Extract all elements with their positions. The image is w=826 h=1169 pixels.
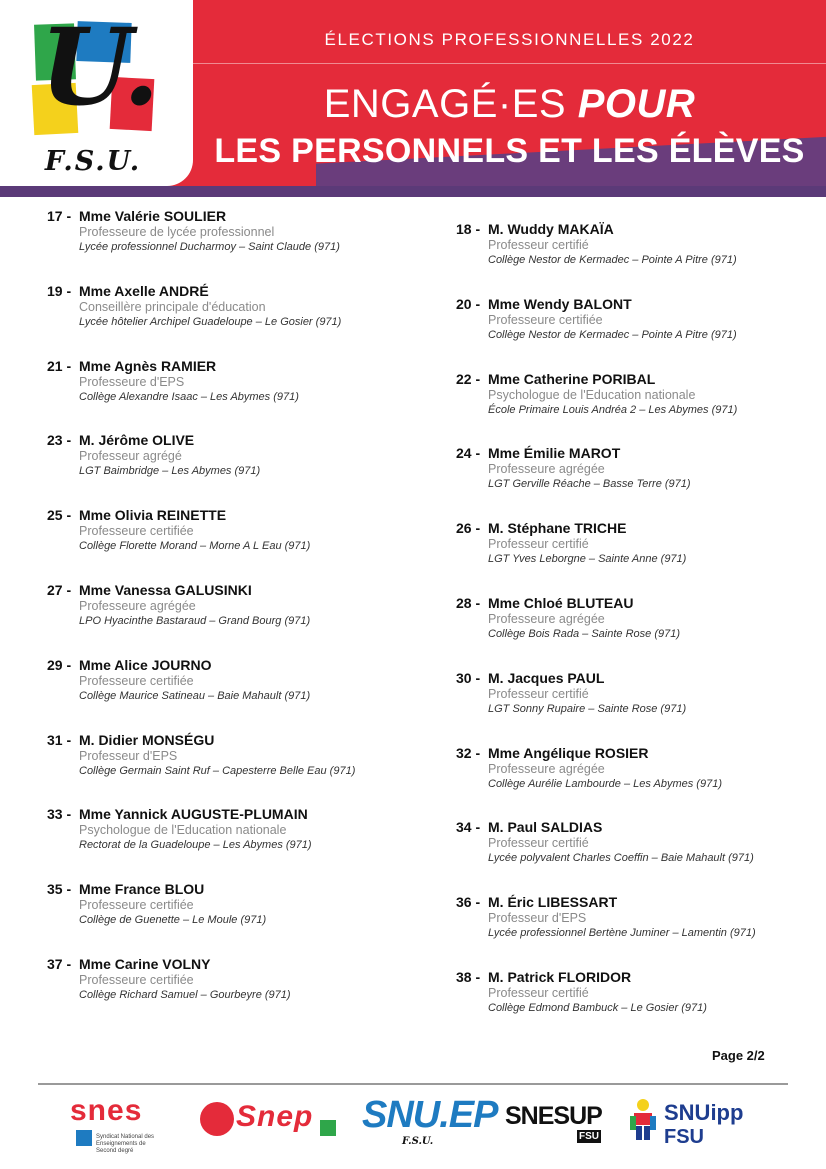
candidate-role: Professeure certifiée: [488, 312, 603, 327]
candidate-name: M. Wuddy MAKAÏA: [488, 221, 614, 237]
candidate-number: 18 -: [456, 221, 481, 237]
candidate-number: 25 -: [47, 507, 72, 524]
page-header: [0, 0, 826, 197]
candidate-role: Professeure agrégée: [488, 761, 605, 776]
candidate-role: Psychologue de l'Education nationale: [79, 823, 287, 838]
candidate-school: Collège de Guenette – Le Moule (971): [79, 914, 267, 927]
candidate-name: M. Paul SALDIAS: [488, 819, 603, 836]
candidate-school: Collège Alexandre Isaac – Les Abymes (971): [79, 390, 299, 403]
candidate-name: Mme Agnès RAMIER: [79, 357, 217, 374]
tagline-line-2: LES PERSONNELS ET LES ÉLÈVES: [214, 132, 805, 170]
candidate-role: Professeur d'EPS: [488, 911, 587, 926]
candidate-school: LGT Baimbridge – Les Abymes (971): [79, 465, 261, 478]
candidate-name: M. Jérôme OLIVE: [79, 432, 195, 449]
candidate-role: Professeur certifié: [488, 836, 589, 851]
header-strip: [0, 186, 826, 197]
candidate-school: Collège Richard Samuel – Gourbeyre (971): [79, 989, 291, 1001]
logo-subtitle: F.S.U.: [44, 146, 142, 177]
candidate-role: Professeure de lycée professionnel: [79, 225, 275, 239]
snep-wordmark: Snep: [236, 1100, 314, 1133]
candidate-number: 31 -: [47, 731, 72, 748]
candidate-name: Mme Vanessa GALUSINKI: [79, 582, 252, 598]
election-title: ÉLECTIONS PROFESSIONNELLES 2022: [324, 30, 695, 49]
snesup-wordmark: SNESUP: [505, 1102, 602, 1130]
candidate-name: Mme Valérie SOULIER: [79, 208, 227, 224]
candidate-school: Lycée polyvalent Charles Coeffin – Baie Mahault (971): [488, 852, 754, 865]
candidate-number: 19 -: [47, 282, 72, 299]
candidate-number: 34 -: [456, 819, 481, 836]
candidate-role: Professeure agrégée: [488, 612, 605, 626]
candidate-school: Collège Maurice Satineau – Baie Mahault (971): [79, 689, 311, 702]
snep-emblem-icon: [200, 1102, 234, 1136]
candidate-role: Professeur certifié: [488, 986, 589, 1000]
candidate-school: Lycée hôtelier Archipel Guadeloupe – Le Gosier (971): [79, 315, 342, 328]
candidate-number: 36 -: [456, 894, 481, 911]
tagline-light: ENGAGÉ·ES: [323, 82, 578, 126]
snes-wordmark: snes: [70, 1094, 143, 1127]
candidate-school: Collège Florette Morand – Morne A L Eau (971): [79, 540, 311, 553]
candidate-name: Mme Chloé BLUTEAU: [488, 595, 634, 611]
candidate-role: Professeure certifiée: [79, 898, 194, 913]
page-number: Page 2/2: [712, 1048, 765, 1063]
candidate-school: École Primaire Louis Andréa 2 – Les Abymes (971): [488, 403, 738, 416]
candidate-name: Mme Alice JOURNO: [79, 656, 212, 673]
candidate-school: Collège Germain Saint Ruf – Capesterre Belle Eau (971): [79, 764, 356, 777]
snesup-subtitle: FSU: [579, 1131, 599, 1142]
candidate-number: 27 -: [47, 582, 72, 598]
candidate-name: Mme Yannick AUGUSTE-PLUMAIN: [79, 806, 308, 823]
candidate-name: M. Stéphane TRICHE: [488, 520, 627, 537]
candidate-school: LGT Yves Leborgne – Sainte Anne (971): [488, 553, 687, 566]
header-divider: [193, 63, 826, 64]
candidate-name: Mme Angélique ROSIER: [488, 744, 649, 761]
snep-logo: [200, 1094, 340, 1154]
candidate-school: Collège Edmond Bambuck – Le Gosier (971): [488, 1002, 707, 1014]
candidate-number: 21 -: [47, 357, 72, 374]
footer-divider: [38, 1083, 788, 1085]
fsu-mark-icon: [76, 1130, 92, 1146]
candidate-number: 28 -: [456, 595, 481, 611]
snuipp-subtitle: FSU: [664, 1126, 704, 1148]
candidate-school: Collège Nestor de Kermadec – Pointe A Pitre (971): [488, 328, 737, 341]
logo-letter: U.: [40, 4, 160, 129]
candidate-school: Collège Aurélie Lambourde – Les Abymes (971): [488, 777, 722, 790]
candidate-school: Collège Nestor de Kermadec – Pointe A Pitre (971): [488, 254, 737, 266]
candidate-name: Mme Olivia REINETTE: [79, 507, 227, 524]
candidate-role: Professeure agrégée: [488, 462, 605, 477]
candidate-name: Mme Catherine PORIBAL: [488, 370, 656, 387]
candidate-role: Professeure certifiée: [79, 973, 194, 987]
snuep-subtitle: F.S.U.: [402, 1136, 434, 1147]
candidate-school: Lycée professionnel Ducharmoy – Saint Claude (971): [79, 241, 340, 253]
candidate-role: Professeur certifié: [488, 238, 589, 252]
candidate-number: 33 -: [47, 806, 72, 823]
candidate-school: LGT Sonny Rupaire – Sainte Rose (971): [488, 702, 687, 715]
candidate-name: Mme Carine VOLNY: [79, 956, 211, 972]
fsu-logo: [0, 0, 193, 186]
candidate-role: Professeur d'EPS: [79, 748, 178, 763]
candidate-role: Professeure certifiée: [79, 673, 194, 688]
candidate-number: 22 -: [456, 370, 481, 387]
candidate-number: 29 -: [47, 656, 72, 673]
candidate-role: Professeure d'EPS: [79, 374, 185, 389]
candidate-role: Psychologue de l'Education nationale: [488, 387, 696, 402]
candidate-school: LGT Gerville Réache – Basse Terre (971): [488, 478, 691, 491]
candidate-name: Mme Axelle ANDRÉ: [79, 282, 209, 299]
candidate-number: 30 -: [456, 669, 481, 686]
candidate-number: 20 -: [456, 295, 481, 312]
candidate-school: Rectorat de la Guadeloupe – Les Abymes (971): [79, 839, 312, 852]
candidate-school: Collège Bois Rada – Sainte Rose (971): [488, 628, 681, 640]
candidate-name: Mme Émilie MAROT: [488, 445, 621, 462]
fsu-mark-icon: [320, 1120, 336, 1136]
candidate-role: Professeur certifié: [488, 537, 589, 552]
candidate-school: Lycée professionnel Bertène Juminer – Lamentin (971): [488, 927, 756, 940]
candidate-role: Professeur agrégé: [79, 449, 182, 464]
snuipp-wordmark: SNUipp: [664, 1100, 744, 1125]
candidate-role: Professeur certifié: [488, 686, 589, 701]
snuipp-figure-icon: [628, 1098, 658, 1142]
candidate-school: LPO Hyacinthe Bastaraud – Grand Bourg (971): [79, 615, 311, 627]
candidate-number: 38 -: [456, 969, 481, 985]
candidate-role: Professeure certifiée: [79, 524, 194, 539]
candidate-role: Professeure agrégée: [79, 599, 196, 613]
candidate-name: M. Jacques PAUL: [488, 669, 605, 686]
candidate-number: 37 -: [47, 956, 72, 972]
candidate-name: M. Éric LIBESSART: [488, 894, 618, 911]
candidate-name: M. Patrick FLORIDOR: [488, 969, 632, 985]
snuep-logo: [362, 1094, 498, 1154]
candidate-number: 35 -: [47, 881, 72, 898]
snuep-wordmark: SNU.EP: [362, 1094, 498, 1136]
candidate-number: 17 -: [47, 208, 72, 224]
candidate-number: 23 -: [47, 432, 72, 449]
candidate-name: Mme Wendy BALONT: [488, 295, 632, 312]
tagline-line-1: [193, 82, 826, 127]
candidate-role: Conseillère principale d'éducation: [79, 299, 266, 314]
tagline-bold: POUR: [577, 82, 696, 126]
snesup-logo: [505, 1094, 605, 1154]
snes-logo: [70, 1094, 160, 1154]
snuipp-logo: [628, 1094, 748, 1154]
candidate-number: 32 -: [456, 744, 481, 761]
candidate-name: M. Didier MONSÉGU: [79, 731, 215, 748]
snes-subtitle: Syndicat National des Enseignements de Second degré: [96, 1134, 155, 1154]
candidate-number: 24 -: [456, 445, 481, 462]
candidate-name: Mme France BLOU: [79, 881, 205, 898]
candidate-number: 26 -: [456, 520, 481, 537]
